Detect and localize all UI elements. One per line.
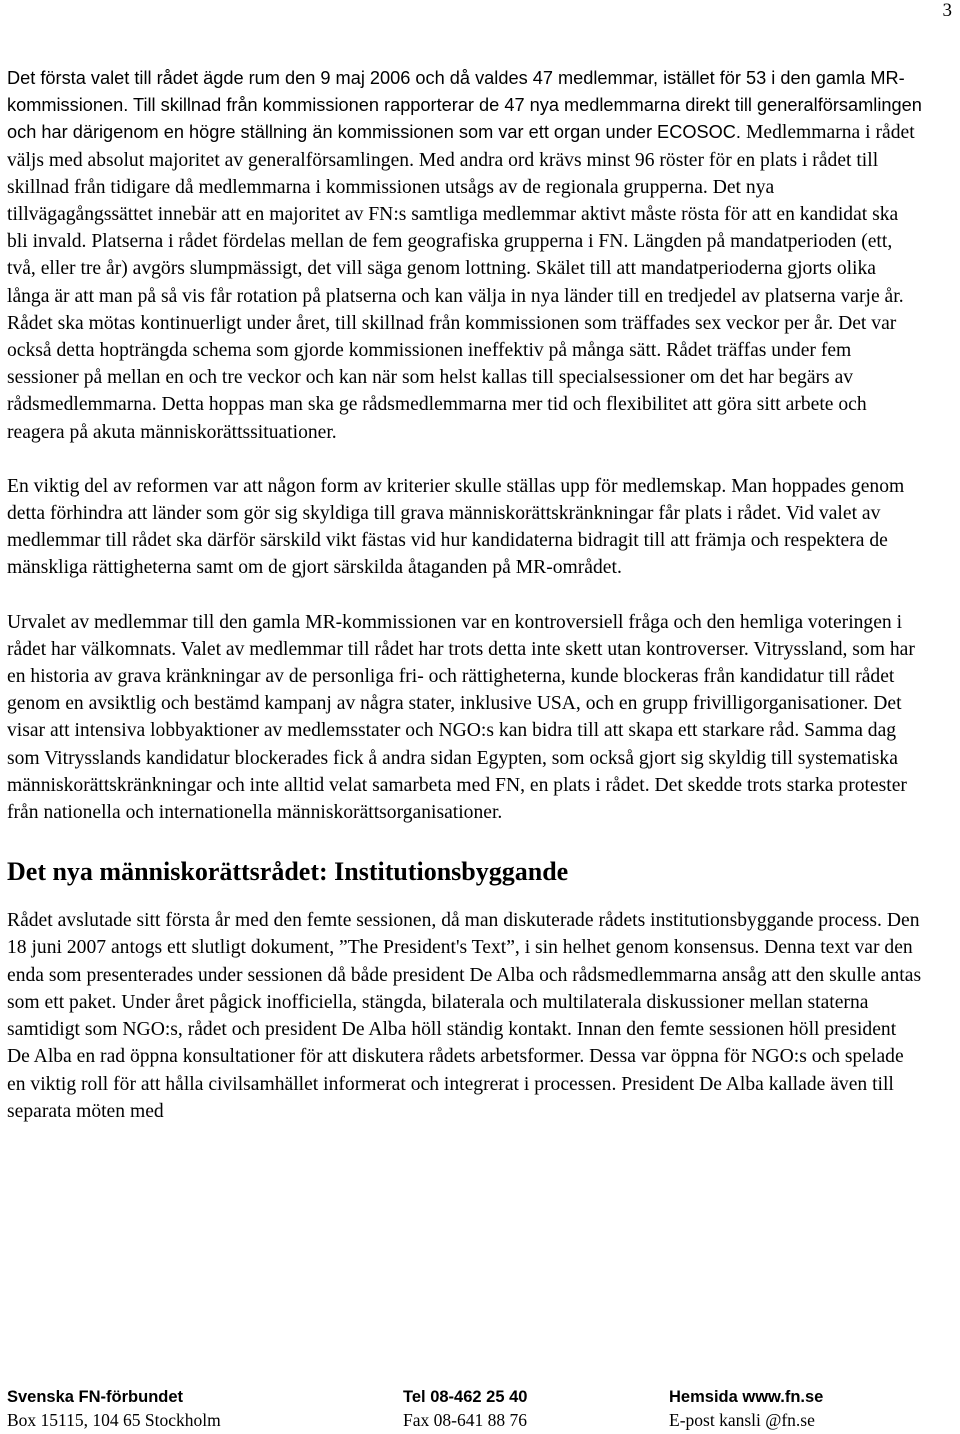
footer-phone: Tel 08-462 25 40	[403, 1388, 528, 1406]
paragraph-segment: Medlemmarna i rådet väljs med absolut majoritet av generalförsamlingen. Med andra ord krävs minst 96 röster för en plats i rådet till skillnad från tidigare då medlemmarna i kommissionen utsågs av de regionala grupperna. Det nya tillvägagångssättet innebär att en majoritet av FN:s samtliga medlemmar aktivt måste rösta för att en kandidat ska bli invald. Platserna i rådet fördelas mellan de fem geografiska grupperna i FN. Längden på mandatperioden (ett, två, eller tre år) avgörs slumpmässigt, det vill säga genom lottning. Skälet till att mandatperioderna gjorts olika långa är att man på så vis får rotation på platserna och kan välja in nya länder till en tredjedel av platserna varje år. Rådet ska mötas kontinuerligt under året, till skillnad från kommissionen som träffades sex veckor per år. Det var också detta hopträngda schema som gjorde kommissionen ineffektiv på många sätt. Rådet träffas under fem sessioner på mellan en och tre veckor och kan när som helst kallas till specialsessioner om det har begärs av rådsmedlemmarna. Detta hoppas man ska ge rådsmedlemmarna mer tid och flexibilitet att göra sitt arbete och reagera på akuta människorättssituationer.	[7, 122, 915, 443]
footer-address: Box 15115, 104 65 Stockholm	[7, 1410, 221, 1430]
footer-org-name: Svenska FN-förbundet	[7, 1388, 184, 1406]
footer-contact	[403, 1386, 527, 1432]
footer-website: Hemsida www.fn.se	[669, 1388, 824, 1406]
paragraph-segment: En viktig del av reformen var att någon form av kriterier skulle ställas upp för medlemskap. Man hoppades genom detta förhindra att länder som gör sig skyldiga till grava människorättskränkningar får plats i rådet. Vid valet av medlemmar till rådet ska därför särskild vikt fästas vid hur kandidaterna bidragit till att främja och respektera de mänskliga rättigheterna samt om de gjort särskilda åtaganden på MR-området.	[7, 475, 905, 579]
page-footer	[7, 1386, 947, 1432]
footer-fax: Fax 08-641 88 76	[403, 1410, 527, 1430]
section-paragraph: Rådet avslutade sitt första år med den femte sessionen, då man diskuterade rådets institutionsbyggande process. Den 18 juni 2007 antogs ett slutligt dokument, ”The President's Text”, i sin helhet genom konsensus. Denna text var den enda som presenterades under sessionen då både president De Alba och rådsmedlemmarna ansåg att den skulle antas som ett paket. Under året pågick inofficiella, stängda, bilaterala och multilaterala diskussioner mellan staterna samtidigt som NGO:s, rådet och president De Alba höll ständig kontakt. Innan den femte sessionen höll president De Alba en rad öppna konsultationer för att diskutera rådets arbetsformer. Dessa var öppna för NGO:s och spelade en viktig roll för att hålla civilsamhället informerat och integrerat i processen. President De Alba kallade även till separata möten med	[7, 910, 922, 1122]
paragraph-spacer	[7, 826, 923, 853]
footer-web	[669, 1386, 823, 1432]
paragraph-segment: Urvalet av medlemmar till den gamla MR-kommissionen var en kontroversiell fråga och den hemliga voteringen i rådet har välkomnats. Valet av medlemmar till rådet har trots detta inte skett utan kontroverser. Vitryssland, som har en historia av grava kränkningar av de personliga fri- och rättigheterna, kunde blockeras från kandidatur till rådet genom en avsiktlig och bestämd kampanj av några stater, inklusive USA, och en grupp frivilligorganisationer. Det visar att intensiva lobbyaktioner av medlemsstater och NGO:s kan bidra till att skapa ett starkare råd. Samma dag som Vitrysslands kandidatur blockerades fick å andra sidan Egypten, som också gjort sig skyldig till systematiska människorättskränkningar och inte alltid velat samarbeta med FN, en plats i rådet. Det skedde trots starka protester från nationella och internationella människorättsorganisationer.	[7, 611, 915, 824]
body-paragraph	[7, 65, 923, 446]
paragraph-segment: Det första valet till rådet ägde rum den 9 maj 2006 och då valdes 47 medlemmar, istället för 53 i den gamla MR-kommissionen. Till skillnad från kommissionen rapporterar de 47 nya medlemmarna direkt till generalförsamlingen och har därigenom en högre ställning än kommissionen som var ett organ under ECOSOC.	[7, 68, 922, 143]
body-paragraph	[7, 609, 923, 827]
paragraph-spacer	[7, 446, 923, 473]
section-heading: Det nya människorättsrådet: Institutionsbyggande	[7, 857, 569, 887]
footer-organization	[7, 1386, 221, 1432]
document-body	[7, 65, 923, 1125]
paragraph-spacer	[7, 582, 923, 609]
page-number: 3	[942, 0, 952, 21]
footer-email: E-post kansli @fn.se	[669, 1410, 815, 1430]
body-paragraph	[7, 473, 923, 582]
